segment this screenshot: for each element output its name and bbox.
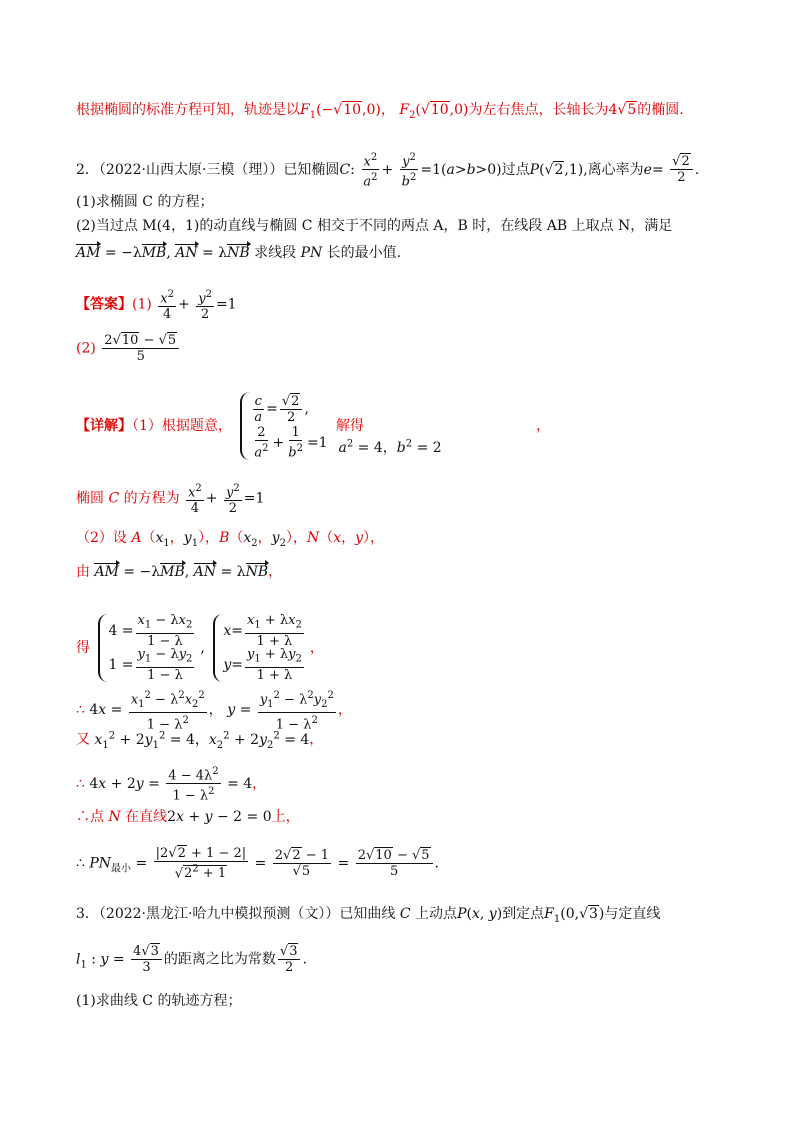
question-3-heading-cont: $l_1$ : y = $\frac{4√3}{3}$ 的距离之比为常数 $\frac{√3}{2}$ .: [76, 944, 307, 975]
therefore-line-2: ∴ 4x + 2y = $\frac{4 - 4\lambda^2}{1 - \lambda^2}$ = 4，: [76, 766, 267, 804]
answer-tag: 【答案】: [76, 296, 132, 313]
question-2-heading: 2．（2022·山西太原·三模（理））已知椭圆C: $\frac{x^2}{a^2}$ + $\frac{y^2}{b^2}$ =1(a>b>0)过点P(√2,1),离心率为e= $\frac{√2}{2}$ .: [76, 152, 700, 190]
pn-minimum: ∴ $PN_{最小}$ = $\frac{|2√2 + 1 - 2|}{√2^2 + 1}$ = $\frac{2√2 - 1}{√5}$ = $\frac{2√10 - √5}{5}$ .: [76, 846, 439, 882]
detail-tag: 【详解】: [76, 418, 132, 434]
detail-part-1: 【详解】（1）根据题意， $\frac{c}{a}$ = $\frac{√2}{2}$ , $\frac{2}{a^2}$ + $\frac{1}{b^2}$ =1 解得 $a^2 = 4$，$b^2 = 2$ ，: [76, 393, 551, 461]
also-line: 又 $x_1^2 + 2y_1^2 = 4$，$x_2^2 + 2y_2^2 = 4$，: [76, 730, 324, 751]
question-2-part-2: (2)当过点 M(4，1)的动直线与椭圆 C 相交于不同的两点 A，B 时，在线段 AB 上取点 N，满足: [76, 218, 673, 234]
ellipse-conclusion-line: 根据椭圆的标准方程可知，轨迹是以$F_1(-√10,0)$， $F_2(√10,0)$为左右焦点，长轴长为4√5的椭圆.: [76, 102, 684, 121]
text-segment: 根据椭圆的标准方程可知，轨迹是以: [76, 102, 300, 118]
therefore-line-3: ∴点 N 在直线2x + y − 2 = 0上，: [76, 809, 300, 825]
question-2-part-2-condition: AM = −λMB, AN = λNB 求线段 PN 长的最小值.: [76, 245, 402, 261]
ellipse-equation-conclusion: 椭圆 C 的方程为 $\frac{x^2}{4}$ + $\frac{y^2}{2}$ =1: [76, 483, 265, 517]
question-3-heading: 3．（2022·黑龙江·哈九中模拟预测（文））已知曲线 C 上动点P(x, y)到定点$F_1(0,√3)$与定直线: [76, 906, 661, 925]
answer-line-1: 【答案】(1) $\frac{x^2}{4}$ + $\frac{y^2}{2}$ =1: [76, 289, 237, 323]
question-3-part-1: (1)求曲线 C 的轨迹方程；: [76, 993, 242, 1009]
detail-part-2-setup: （2）设 $A(x_1$，$y_1$），$B(x_2$，$y_2$），N（x，y），: [76, 530, 385, 549]
vector-relation: 由 AM = −λMB, AN = λNB，: [76, 564, 283, 580]
therefore-line-1: ∴ 4x = $\frac{x_1^2 - \lambda^2x_2^2}{1 - \lambda^2}$ ， y = $\frac{y_1^2 - \lambda^2y_2^2}{1 - \lambda^2}$ ，: [76, 690, 352, 733]
coordinate-systems: 得 4 = $\frac{x_1 - \lambda x_2}{1 - \lambda}$ 1 = $\frac{y_1 - \lambda y_2}{1 - \lambda}$ , x = $\frac{x_1 + \lambda x_2}{1 + \lambda}$ y = $\frac{y_1 + \lambda y_2}{1 + \lambda}$ ，: [76, 613, 324, 683]
question-2-part-1: (1)求椭圆 C 的方程；: [76, 194, 214, 210]
answer-line-2: (2) $\frac{2√10 - √5}{5}$: [76, 333, 181, 364]
